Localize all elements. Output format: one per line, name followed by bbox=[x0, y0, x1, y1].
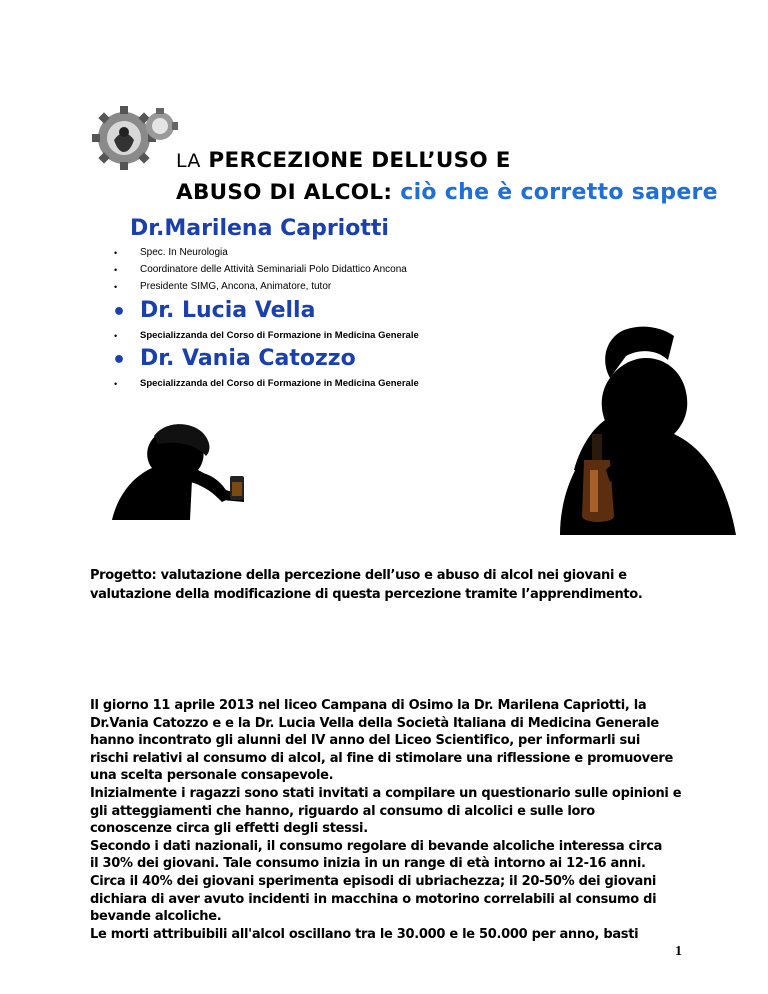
title-first-letter: L bbox=[176, 150, 188, 172]
poster-image bbox=[90, 90, 740, 540]
doctor1-role-3: Presidente SIMG, Ancona, Animatore, tutor bbox=[140, 281, 332, 292]
doctor3-role: Specializzanda del Corso di Formazione in Medicina Generale bbox=[140, 378, 419, 389]
body-line: hanno incontrato gli alunni del IV anno del Liceo Scientifico, per informarli sui bbox=[90, 733, 641, 749]
body-line: dichiara di aver avuto incidenti in macchina o motorino correlabili al consumo di bbox=[90, 891, 657, 907]
title-line1-rest: PERCEZIONE DELL’USO E bbox=[200, 148, 511, 173]
bullet: • bbox=[114, 265, 118, 275]
body-line: bevande alcoliche. bbox=[90, 909, 222, 925]
title-line2-colon: : bbox=[383, 180, 393, 205]
gear-logo-icon bbox=[90, 100, 182, 176]
body-line: Le morti attribuibili all'alcol oscillano tra le 30.000 e le 50.000 per anno, basti bbox=[90, 926, 639, 942]
page-number: 1 bbox=[675, 944, 682, 959]
title-line2-subtitle: ciò che è corretto sapere bbox=[392, 180, 718, 205]
bullet: • bbox=[112, 348, 127, 373]
doctor1-role-1: Spec. In Neurologia bbox=[140, 247, 228, 258]
bullet: • bbox=[112, 300, 127, 325]
bullet: • bbox=[114, 282, 118, 292]
project-heading-line-2: valutazione della modificazione di questa percezione tramite l’apprendimento. bbox=[90, 587, 643, 602]
body-line: gli atteggiamenti che hanno, riguardo al consumo di alcolici e sulle loro bbox=[90, 803, 595, 819]
doctor-name-vella: Dr. Lucia Vella bbox=[140, 298, 316, 323]
bullet: • bbox=[114, 248, 118, 258]
body-line: Circa il 40% dei giovani sperimenta episodi di ubriachezza; il 20-50% dei giovani bbox=[90, 873, 657, 889]
body-line: il 30% dei giovani. Tale consumo inizia in un range di età intorno ai 12-16 anni. bbox=[90, 856, 646, 872]
man-with-bottle-silhouette-icon bbox=[490, 320, 740, 535]
body-line: Il giorno 11 aprile 2013 nel liceo Campana di Osimo la Dr. Marilena Capriotti, la bbox=[90, 698, 647, 713]
body-line: Dr.Vania Catozzo e e la Dr. Lucia Vella della Società Italiana di Medicina Generale bbox=[90, 715, 659, 731]
body-line: una scelta personale consapevole. bbox=[90, 768, 334, 784]
doctor-name-capriotti: Dr.Marilena Capriotti bbox=[130, 216, 389, 241]
poster-title-line-1 bbox=[176, 148, 511, 173]
doctor2-role: Specializzanda del Corso di Formazione in Medicina Generale bbox=[140, 330, 419, 341]
title-line2-bold: ABUSO DI ALCOL bbox=[176, 180, 384, 205]
woman-with-glass-silhouette-icon bbox=[94, 412, 264, 522]
doctor-name-catozzo: Dr. Vania Catozzo bbox=[140, 346, 356, 371]
project-heading bbox=[90, 566, 730, 604]
body-line: Secondo i dati nazionali, il consumo regolare di bevande alcoliche interessa circa bbox=[90, 838, 663, 854]
poster-title-line-2 bbox=[176, 180, 718, 205]
body-line: rischi relativi al consumo di alcol, al fine di stimolare una riflessione e promuovere bbox=[90, 750, 673, 766]
project-heading-line-1: Progetto: valutazione della percezione dell’uso e abuso di alcol nei giovani e bbox=[90, 568, 627, 583]
body-line: conoscenze circa gli effetti degli stessi. bbox=[90, 821, 368, 837]
body-line: Inizialmente i ragazzi sono stati invitati a compilare un questionario sulle opinioni e bbox=[90, 785, 682, 801]
doctor1-role-2: Coordinatore delle Attività Seminariali Polo Didattico Ancona bbox=[140, 264, 407, 275]
bullet: • bbox=[114, 331, 118, 341]
title-small-a: A bbox=[187, 150, 201, 172]
bullet: • bbox=[114, 379, 118, 389]
body-text bbox=[90, 697, 740, 943]
